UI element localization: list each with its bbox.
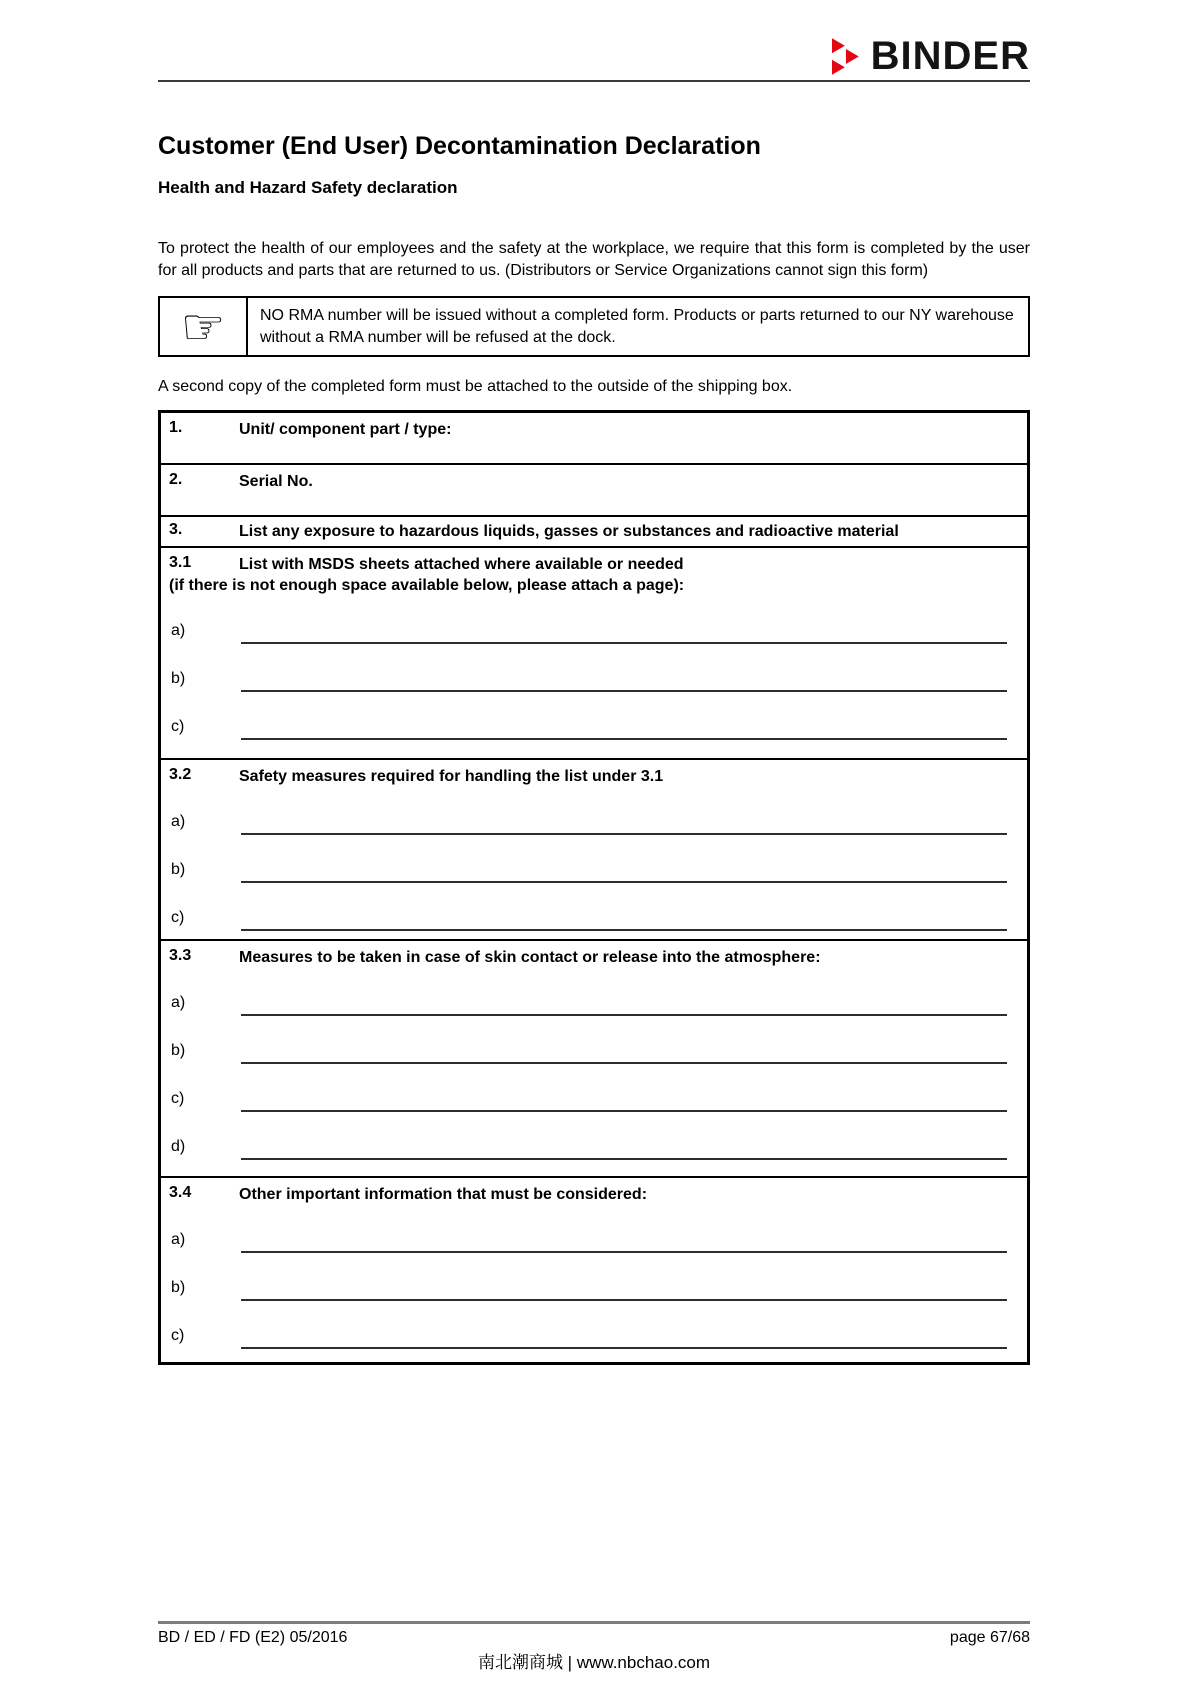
field-row (161, 813, 1027, 835)
field-row (161, 909, 1027, 931)
row-number: 1. (169, 419, 183, 436)
answer-line[interactable] (241, 1279, 1007, 1301)
field-letter: b) (171, 1279, 186, 1296)
footer-doc-code: BD / ED / FD (E2) 05/2016 (158, 1629, 348, 1646)
row-label: Safety measures required for handling the list under 3.1 (239, 768, 664, 785)
row-number: 3.4 (169, 1184, 192, 1201)
answer-line[interactable] (241, 1327, 1007, 1349)
row-number: 3.1 (169, 554, 192, 571)
row-number: 3.2 (169, 766, 192, 783)
answer-line[interactable] (241, 622, 1007, 644)
footer-page-number: page 67/68 (949, 1629, 1030, 1646)
field-row (161, 1231, 1027, 1253)
field-letter: c) (171, 1090, 185, 1107)
note-text: NO RMA number will be issued without a completed form. Products or parts returned to our NY warehouse without a RMA number will be refused at the dock. (260, 307, 1014, 346)
field-row (161, 670, 1027, 692)
pointing-hand-icon: ☞ (160, 298, 248, 355)
field-row (161, 718, 1027, 740)
binder-triangles-icon (832, 38, 862, 75)
field-letter: d) (171, 1138, 186, 1155)
row-number: 3. (169, 521, 183, 538)
field-letter: a) (171, 622, 186, 639)
row-number: 3.3 (169, 947, 192, 964)
binder-logo (158, 0, 1030, 76)
page-subtitle: Health and Hazard Safety declaration (158, 178, 458, 197)
declaration-table (158, 410, 1030, 1365)
binder-logo-text: BINDER (870, 34, 1030, 78)
answer-line[interactable] (241, 909, 1007, 931)
field-row (161, 1279, 1027, 1301)
form-row-skin-contact-measures (161, 939, 1027, 1176)
row-label: List any exposure to hazardous liquids, gasses or substances and radioactive material (239, 523, 899, 540)
field-letter: c) (171, 1327, 185, 1344)
note-box (158, 296, 1030, 357)
page-title: Customer (End User) Decontamination Declaration (158, 132, 761, 160)
field-row (161, 1138, 1027, 1160)
answer-line[interactable] (241, 861, 1007, 883)
answer-line[interactable] (241, 1231, 1007, 1253)
field-row (161, 861, 1027, 883)
field-letter: b) (171, 1042, 186, 1059)
field-row (161, 1042, 1027, 1064)
form-row-safety-measures (161, 758, 1027, 939)
form-row-unit-type (161, 413, 1027, 463)
second-copy-note: A second copy of the completed form must be attached to the outside of the shipping box. (158, 378, 793, 395)
intro-paragraph: To protect the health of our employees and the safety at the workplace, we require that this form is completed by the user for all products and parts that are returned to us. (Distributors or Service Organizations cannot sign this form) (158, 240, 1030, 279)
row-label: Measures to be taken in case of skin contact or release into the atmosphere: (239, 949, 821, 966)
field-row (161, 1090, 1027, 1112)
row-number: 2. (169, 471, 183, 488)
row-label: Unit/ component part / type: (239, 421, 452, 438)
answer-line[interactable] (241, 718, 1007, 740)
form-row-msds-list (161, 546, 1027, 758)
row-sublabel: (if there is not enough space available below, please attach a page): (169, 577, 685, 594)
header-rule (158, 80, 1030, 82)
answer-line[interactable] (241, 1090, 1007, 1112)
answer-line[interactable] (241, 1042, 1007, 1064)
answer-line[interactable] (241, 1138, 1007, 1160)
field-row (161, 622, 1027, 644)
row-label: List with MSDS sheets attached where available or needed (239, 556, 684, 573)
field-letter: b) (171, 670, 186, 687)
field-letter: a) (171, 994, 186, 1011)
page-footer (158, 1621, 1030, 1673)
form-row-exposure-header (161, 515, 1027, 546)
field-letter: c) (171, 718, 185, 735)
field-row (161, 994, 1027, 1016)
row-label: Serial No. (239, 473, 313, 490)
row-label: Other important information that must be considered: (239, 1186, 648, 1203)
field-letter: a) (171, 1231, 186, 1248)
form-row-other-information (161, 1176, 1027, 1362)
footer-watermark: 南北潮商城 | www.nbchao.com (477, 1653, 711, 1672)
answer-line[interactable] (241, 670, 1007, 692)
field-letter: c) (171, 909, 185, 926)
answer-line[interactable] (241, 994, 1007, 1016)
field-letter: a) (171, 813, 186, 830)
form-row-serial-no (161, 463, 1027, 515)
field-letter: b) (171, 861, 186, 878)
answer-line[interactable] (241, 813, 1007, 835)
field-row (161, 1327, 1027, 1349)
